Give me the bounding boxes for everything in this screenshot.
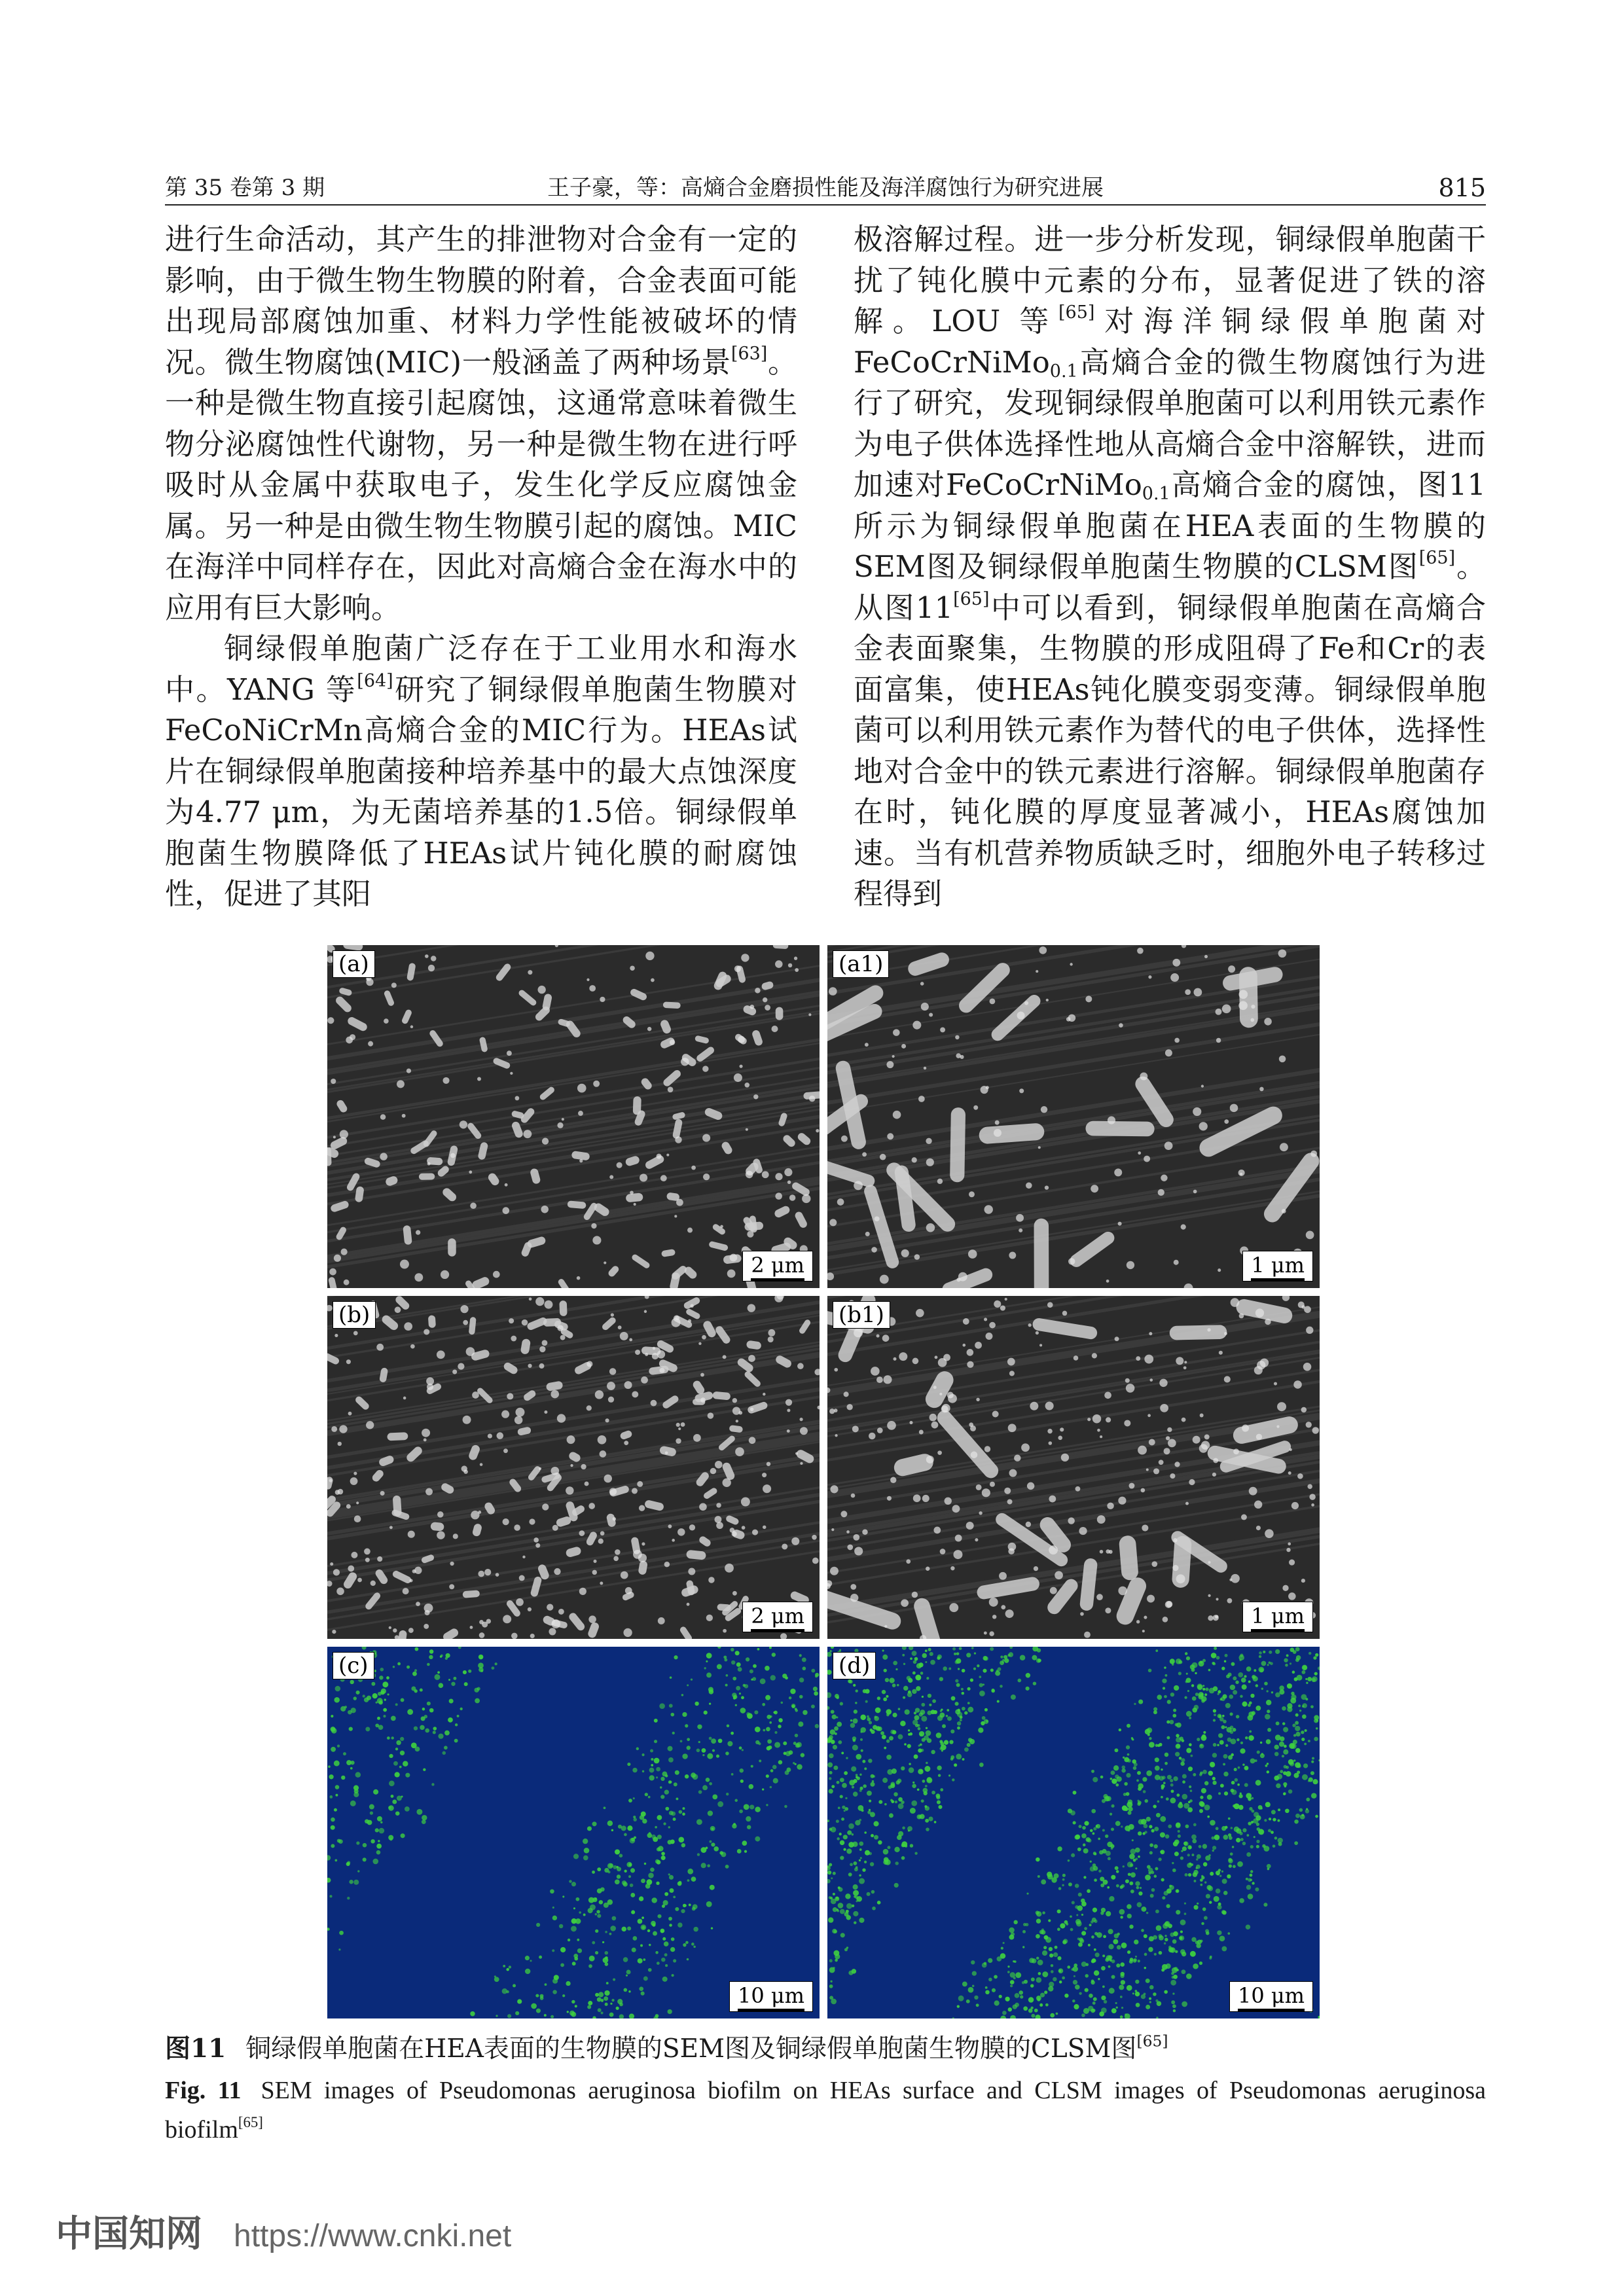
panel-label: (d) — [833, 1652, 876, 1679]
running-title: 王子豪，等：高熵合金磨损性能及海洋腐蚀行为研究进展 — [547, 175, 1104, 201]
panel-label: (c) — [333, 1652, 374, 1679]
caption-text-cn: 铜绿假单胞菌在HEA表面的生物膜的SEM图及铜绿假单胞菌生物膜的CLSM图 — [245, 2034, 1137, 2064]
text-run: 铜绿假单胞菌广泛存在于工业用水和海水中。YANG 等 — [165, 631, 797, 707]
scale-bar-line — [738, 2009, 804, 2011]
scale-bar — [742, 1251, 813, 1282]
citation-65: [65] — [1058, 302, 1095, 323]
text-run: 极溶解过程。进一步分析发现，铜绿假单胞菌干扰了钝化膜中元素的分布，显著促进了铁的溶解。LOU 等 — [854, 222, 1486, 338]
subscript: 0.1 — [1049, 361, 1078, 382]
scale-bar-text: 10 μm — [737, 1983, 804, 2008]
text-run: 。一种是微生物直接引起腐蚀，这通常意味着微生物分泌腐蚀性代谢物，另一种是微生物在进行呼吸时从金属中获取电子，发生化学反应腐蚀金属。另一种是由微生物生物膜引起的腐蚀。MIC在海洋中同样存在，因此对高熵合金在海水中的应用有巨大影响。 — [165, 344, 797, 625]
scale-bar-text: 1 μm — [1251, 1604, 1305, 1628]
page-number: 815 — [1438, 173, 1486, 202]
text-run: 高熵合金的腐蚀，图11所示为铜绿假单胞菌在HEA表面的生物膜的SEM图及铜绿假单胞菌生物膜的CLSM图 — [854, 467, 1486, 584]
panel-label: (a) — [333, 950, 375, 978]
sem-panel-b1 — [827, 1296, 1320, 1639]
text-run: 。从图11 — [854, 549, 1486, 625]
sem-image — [827, 1296, 1320, 1639]
cnki-logo: 中国知网 — [56, 2213, 202, 2254]
citation-63: [63] — [731, 343, 768, 364]
text-run: 对海洋铜绿假单胞菌对FeCoCrNiMo — [854, 304, 1486, 380]
sem-image — [327, 945, 820, 1288]
journal-issue: 第 35 卷第 3 期 — [165, 175, 325, 201]
scale-bar-line — [1251, 1629, 1305, 1632]
panel-label: (b1) — [833, 1301, 890, 1329]
scale-bar — [742, 1602, 813, 1632]
scale-bar-line — [751, 1278, 804, 1281]
left-column — [165, 219, 797, 915]
scale-bar-text: 1 μm — [1251, 1253, 1305, 1278]
figure-number-cn: 图11 — [165, 2034, 226, 2064]
clsm-image — [327, 1647, 820, 2018]
panel-label: (b) — [333, 1301, 376, 1329]
sem-panel-a1 — [827, 945, 1320, 1288]
scale-bar — [1242, 1602, 1313, 1632]
citation-65: [65] — [953, 588, 990, 609]
text-run: 中可以看到，铜绿假单胞菌在高熵合金表面聚集，生物膜的形成阻碍了Fe和Cr的表面富集，使HEAs钝化膜变弱变薄。铜绿假单胞菌可以利用铁元素作为替代的电子供体，选择性地对合金中的铁元素进行溶解。铜绿假单胞菌存在时，钝化膜的厚度显著减小，HEAs腐蚀加速。当有机营养物质缺乏时，细胞外电子转移过程得到 — [854, 590, 1486, 911]
cnki-watermark — [56, 2211, 511, 2257]
running-head — [165, 171, 1486, 206]
citation-64: [64] — [357, 670, 393, 691]
subscript: 0.1 — [1142, 483, 1170, 504]
cnki-url[interactable]: https://www.cnki.net — [234, 2219, 512, 2253]
clsm-image — [827, 1647, 1320, 2018]
right-column — [854, 219, 1486, 915]
figure-caption-cn — [165, 2030, 1486, 2068]
text-run: 进行生命活动，其产生的排泄物对合金有一定的影响，由于微生物生物膜的附着，合金表面可能出现局部腐蚀加重、材料力学性能被破坏的情况。微生物腐蚀(MIC)一般涵盖了两种场景 — [165, 222, 797, 380]
paragraph-pseudomonas — [165, 628, 797, 915]
scale-bar-text: 10 μm — [1237, 1983, 1305, 2008]
paragraph-mic — [165, 219, 797, 628]
sem-panel-a — [327, 945, 820, 1288]
scale-bar-text: 2 μm — [751, 1604, 804, 1628]
figure-11 — [327, 945, 1320, 2018]
scale-bar-line — [1238, 2009, 1305, 2011]
figure-number-en: Fig. 11 — [165, 2077, 242, 2104]
sem-image — [327, 1296, 820, 1639]
citation-65: [65] — [1136, 2032, 1168, 2051]
caption-text-en: SEM images of Pseudomonas aeruginosa biofilm on HEAs surface and CLSM images of Pseudomonas aeruginosa biofilm — [165, 2077, 1486, 2144]
citation-65: [65] — [238, 2114, 263, 2131]
scale-bar-text: 2 μm — [751, 1253, 804, 1278]
scale-bar-line — [1251, 1278, 1305, 1281]
panel-label: (a1) — [833, 950, 889, 978]
text-run: 研究了铜绿假单胞菌生物膜对FeCoNiCrMn高熵合金的MIC行为。HEAs试片在铜绿假单胞菌接种培养基中的最大点蚀深度为4.77 μm，为无菌培养基的1.5倍。铜绿假单胞菌生物膜降低了HEAs试片钝化膜的耐腐蚀性，促进了其阳 — [165, 672, 797, 911]
citation-65: [65] — [1418, 547, 1456, 568]
clsm-panel-d — [827, 1647, 1320, 2018]
scale-bar-line — [751, 1629, 804, 1632]
scale-bar — [1242, 1251, 1313, 1282]
clsm-panel-c — [327, 1647, 820, 2018]
scale-bar — [1229, 1981, 1313, 2012]
sem-image — [827, 945, 1320, 1288]
figure-caption-en — [165, 2071, 1486, 2149]
text-run: 高熵合金的微生物腐蚀行为进行了研究，发现铜绿假单胞菌可以利用铁元素作为电子供体选择性地从高熵合金中溶解铁，进而加速对FeCoCrNiMo — [854, 344, 1486, 502]
paragraph-continued — [854, 219, 1486, 915]
sem-panel-b — [327, 1296, 820, 1639]
scale-bar — [729, 1981, 813, 2012]
